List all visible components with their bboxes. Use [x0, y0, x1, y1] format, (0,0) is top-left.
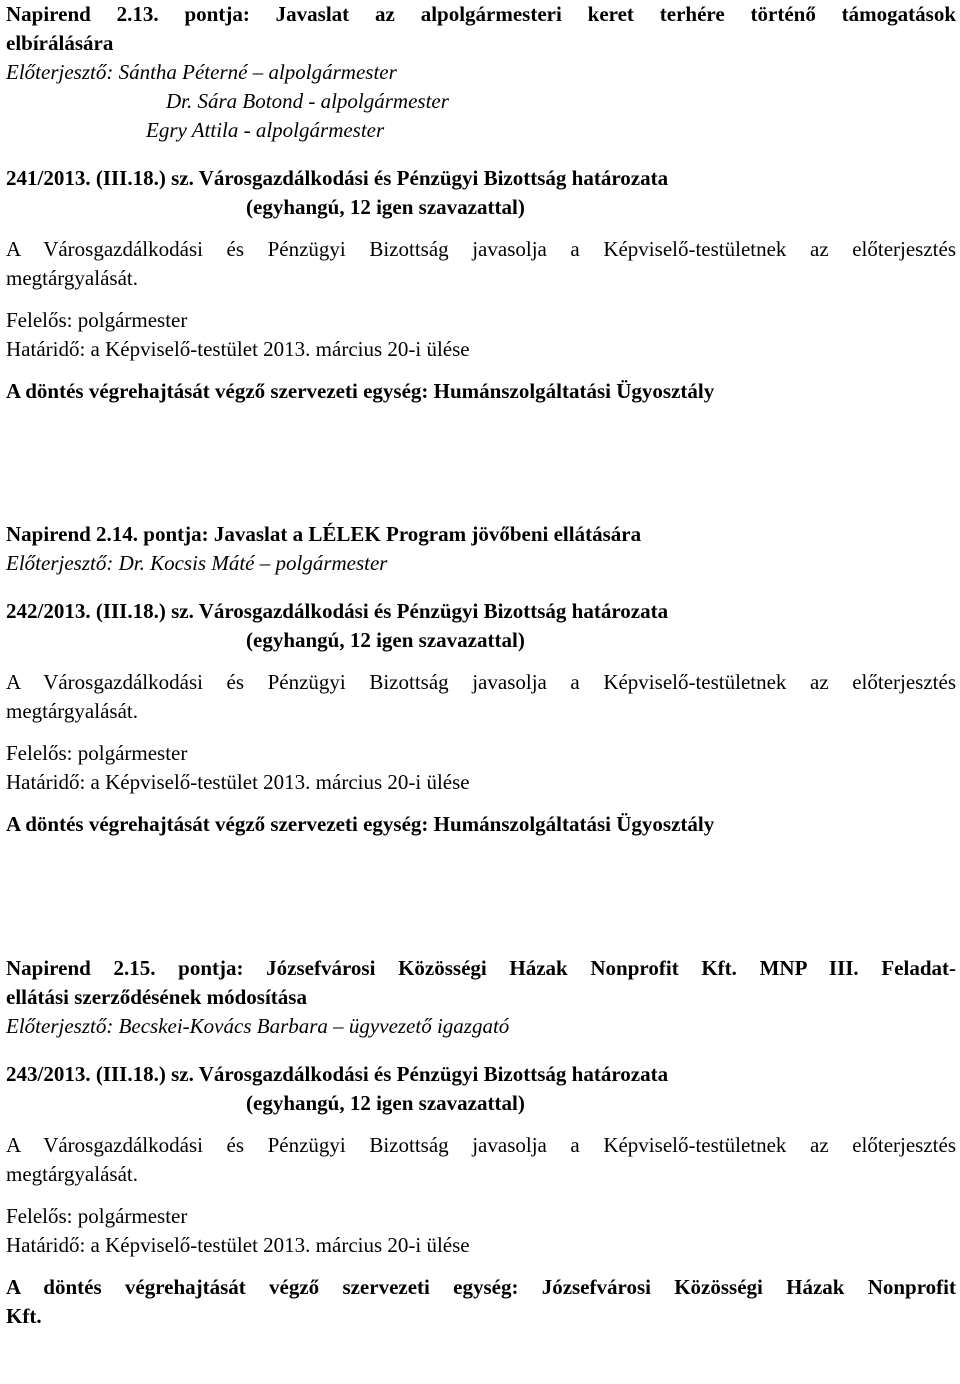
- resolution-title: 243/2013. (III.18.) sz. Városgazdálkodási és Pénzügyi Bizottság határozata: [6, 1062, 669, 1086]
- vote-result: (egyhangú, 12 igen szavazattal): [246, 628, 525, 652]
- vote-result: (egyhangú, 12 igen szavazattal): [246, 195, 525, 219]
- presenter-1: Előterjesztő: Sántha Péterné – alpolgármester: [6, 60, 397, 84]
- agenda-item-2-14: [6, 520, 956, 839]
- deadline: Határidő: a Képviselő-testület 2013. március 20-i ülése: [6, 770, 470, 794]
- agenda-heading: Napirend 2.14. pontja: Javaslat a LÉLEK Program jövőbeni ellátására: [6, 522, 642, 546]
- executor-unit: A döntés végrehajtását végző szervezeti egység: Humánszolgáltatási Ügyosztály: [6, 379, 715, 403]
- executor-unit: A döntés végrehajtását végző szervezeti egység: Humánszolgáltatási Ügyosztály: [6, 812, 715, 836]
- resolution-body-cont: megtárgyalását.: [6, 699, 138, 723]
- agenda-heading: Napirend 2.15. pontja: Józsefvárosi Közösségi Házak Nonprofit Kft. MNP III. Feladat-: [6, 956, 956, 980]
- deadline: Határidő: a Képviselő-testület 2013. március 20-i ülése: [6, 1233, 470, 1257]
- presenter-1: Előterjesztő: Becskei-Kovács Barbara – ügyvezető igazgató: [6, 1014, 510, 1038]
- resolution-title: 241/2013. (III.18.) sz. Városgazdálkodási és Pénzügyi Bizottság határozata: [6, 166, 669, 190]
- resolution-body-cont: megtárgyalását.: [6, 1162, 138, 1186]
- presenter-1: Előterjesztő: Dr. Kocsis Máté – polgármester: [6, 551, 388, 575]
- resolution-body: A Városgazdálkodási és Pénzügyi Bizottság javasolja a Képviselő-testületnek az előterjesztés: [6, 1133, 956, 1157]
- agenda-item-2-13: [6, 0, 956, 406]
- presenter-3: Egry Attila - alpolgármester: [146, 118, 385, 142]
- resolution-body: A Városgazdálkodási és Pénzügyi Bizottság javasolja a Képviselő-testületnek az előterjesztés: [6, 237, 956, 261]
- resolution-body: A Városgazdálkodási és Pénzügyi Bizottság javasolja a Képviselő-testületnek az előterjesztés: [6, 670, 956, 694]
- agenda-heading-cont: ellátási szerződésének módosítása: [6, 985, 307, 1009]
- agenda-heading-cont: elbírálására: [6, 31, 114, 55]
- agenda-heading: Napirend 2.13. pontja: Javaslat az alpolgármesteri keret terhére történő támogatások: [6, 2, 956, 26]
- responsible: Felelős: polgármester: [6, 1204, 188, 1228]
- vote-result: (egyhangú, 12 igen szavazattal): [246, 1091, 525, 1115]
- resolution-body-cont: megtárgyalását.: [6, 266, 138, 290]
- executor-unit: A döntés végrehajtását végző szervezeti egység: Józsefvárosi Közösségi Házak Nonprofit: [6, 1275, 956, 1299]
- responsible: Felelős: polgármester: [6, 741, 188, 765]
- deadline: Határidő: a Képviselő-testület 2013. március 20-i ülése: [6, 337, 470, 361]
- responsible: Felelős: polgármester: [6, 308, 188, 332]
- agenda-item-2-15: [6, 954, 956, 1331]
- resolution-title: 242/2013. (III.18.) sz. Városgazdálkodási és Pénzügyi Bizottság határozata: [6, 599, 669, 623]
- executor-unit-cont: Kft.: [6, 1304, 42, 1328]
- presenter-2: Dr. Sára Botond - alpolgármester: [166, 89, 449, 113]
